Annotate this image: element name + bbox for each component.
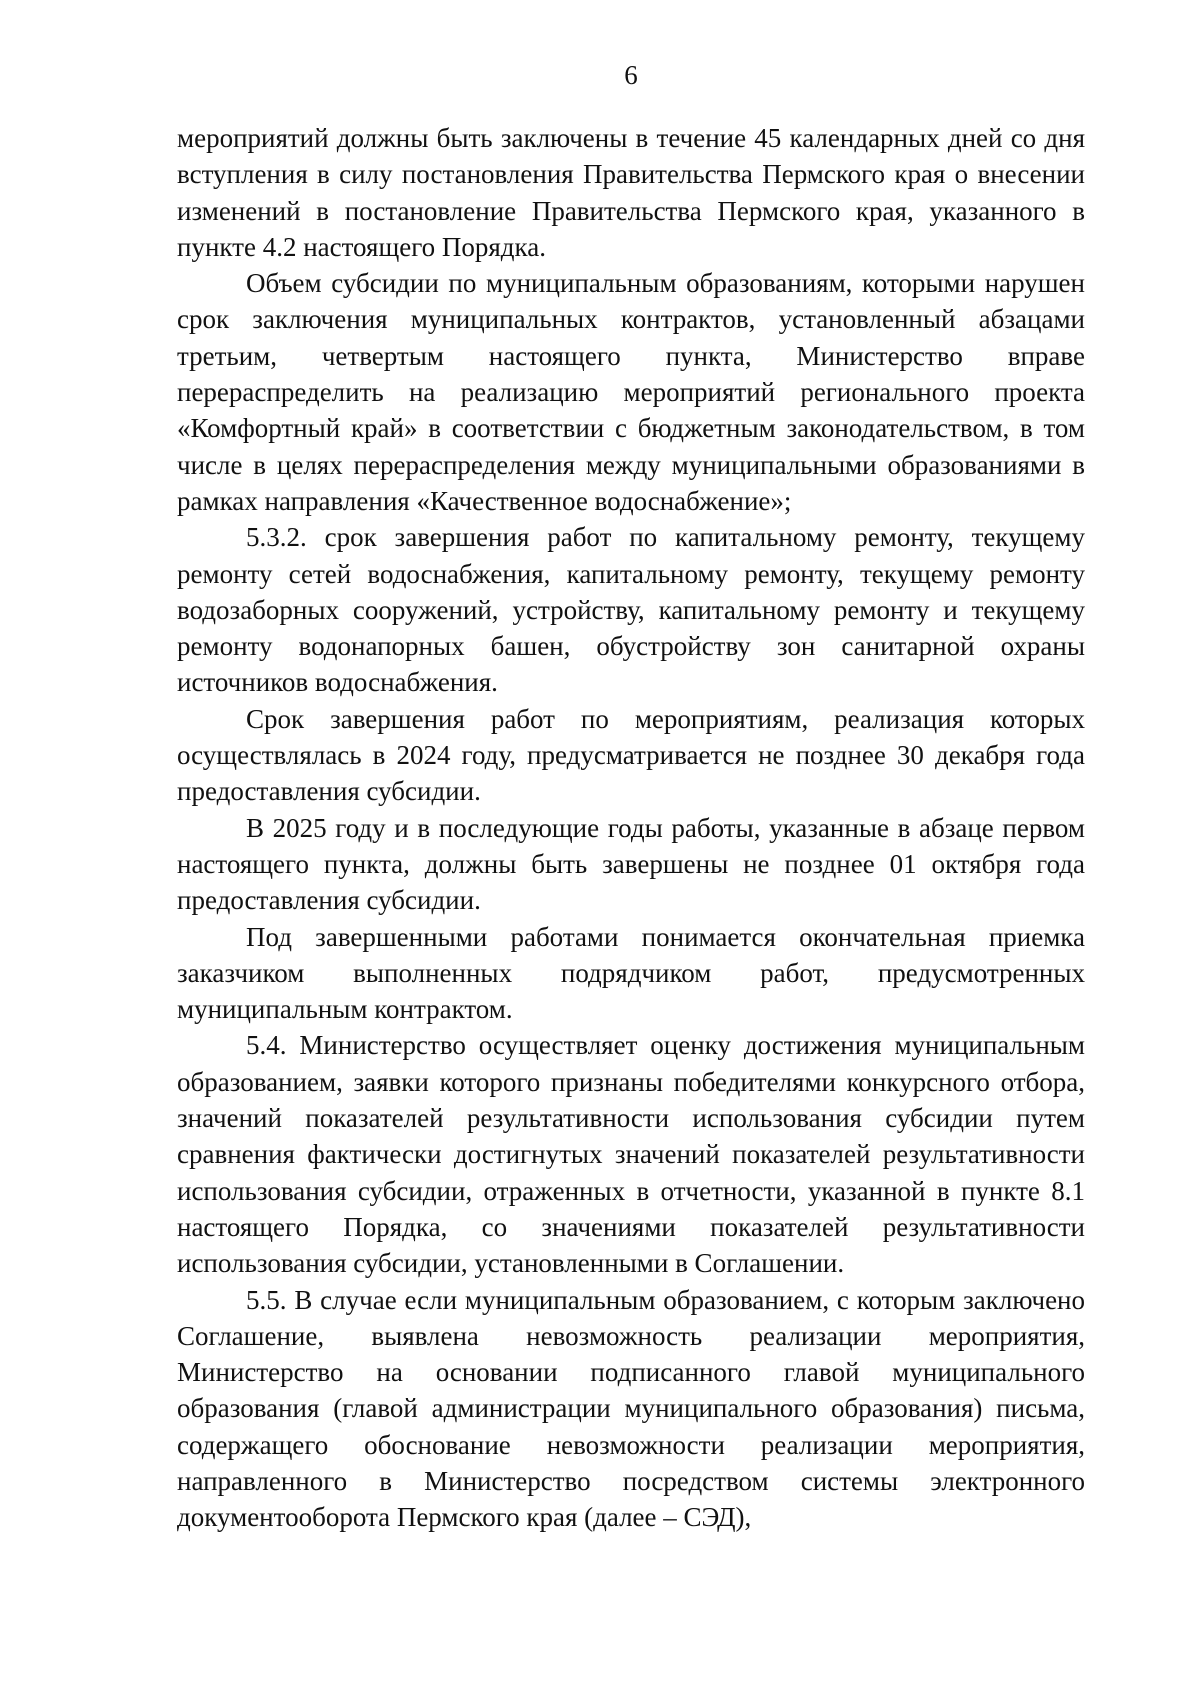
- paragraph-5-3-2: 5.3.2. срок завершения работ по капитальному ремонту, текущему ремонту сетей водоснабжения, капитальному ремонту, текущему ремонту водозаборных сооружений, устройству, капитальному ремонту и текущему ремонту водонапорных башен, обустройству зон санитарной охраны источников водоснабжения.: [177, 522, 1085, 698]
- paragraph-5-4: 5.4. Министерство осуществляет оценку достижения муниципальным образованием, заявки которого признаны победителями конкурсного отбора, значений показателей результативности использования субсидии путем сравнения фактически достигнутых значений показателей результативности использования субсидии, отраженных в отчетности, указанной в пункте 8.1 настоящего Порядка, со значениями показателей результативности использования субсидии, установленными в Соглашении.: [177, 1030, 1085, 1279]
- paragraph-deadline-2025: В 2025 году и в последующие годы работы, указанные в абзаце первом настоящего пункта, должны быть завершены не позднее 01 октября года предоставления субсидии.: [177, 812, 1085, 916]
- paragraph-continuation: мероприятий должны быть заключены в течение 45 календарных дней со дня вступления в силу постановления Правительства Пермского края о внесении изменений в постановление Правительства Пермского края, указанного в пункте 4.2 настоящего Порядка.: [177, 123, 1085, 262]
- paragraph-subsidy-volume: Объем субсидии по муниципальным образованиям, которыми нарушен срок заключения муниципальных контрактов, установленный абзацами третьим, четвертым настоящего пункта, Министерство вправе перераспределить на реализацию мероприятий регионального проекта «Комфортный край» в соответствии с бюджетным законодательством, в том числе в целях перераспределения между муниципальными образованиями в рамках направления «Качественное водоснабжение»;: [177, 268, 1085, 516]
- paragraph-completed-works: Под завершенными работами понимается окончательная приемка заказчиком выполненных подрядчиком работ, предусмотренных муниципальным контрактом.: [177, 921, 1085, 1025]
- document-body: [177, 120, 1085, 1536]
- paragraph-deadline-2024: Срок завершения работ по мероприятиям, реализация которых осуществлялась в 2024 году, предусматривается не позднее 30 декабря года предоставления субсидии.: [177, 703, 1085, 807]
- page-number: 6: [624, 60, 638, 90]
- paragraph-5-5: 5.5. В случае если муниципальным образованием, с которым заключено Соглашение, выявлена невозможность реализации мероприятия, Министерство на основании подписанного главой муниципального образования (главой администрации муниципального образования) письма, содержащего обоснование невозможности реализации мероприятия, направленного в Министерство посредством системы электронного документооборота Пермского края (далее – СЭД),: [177, 1284, 1085, 1533]
